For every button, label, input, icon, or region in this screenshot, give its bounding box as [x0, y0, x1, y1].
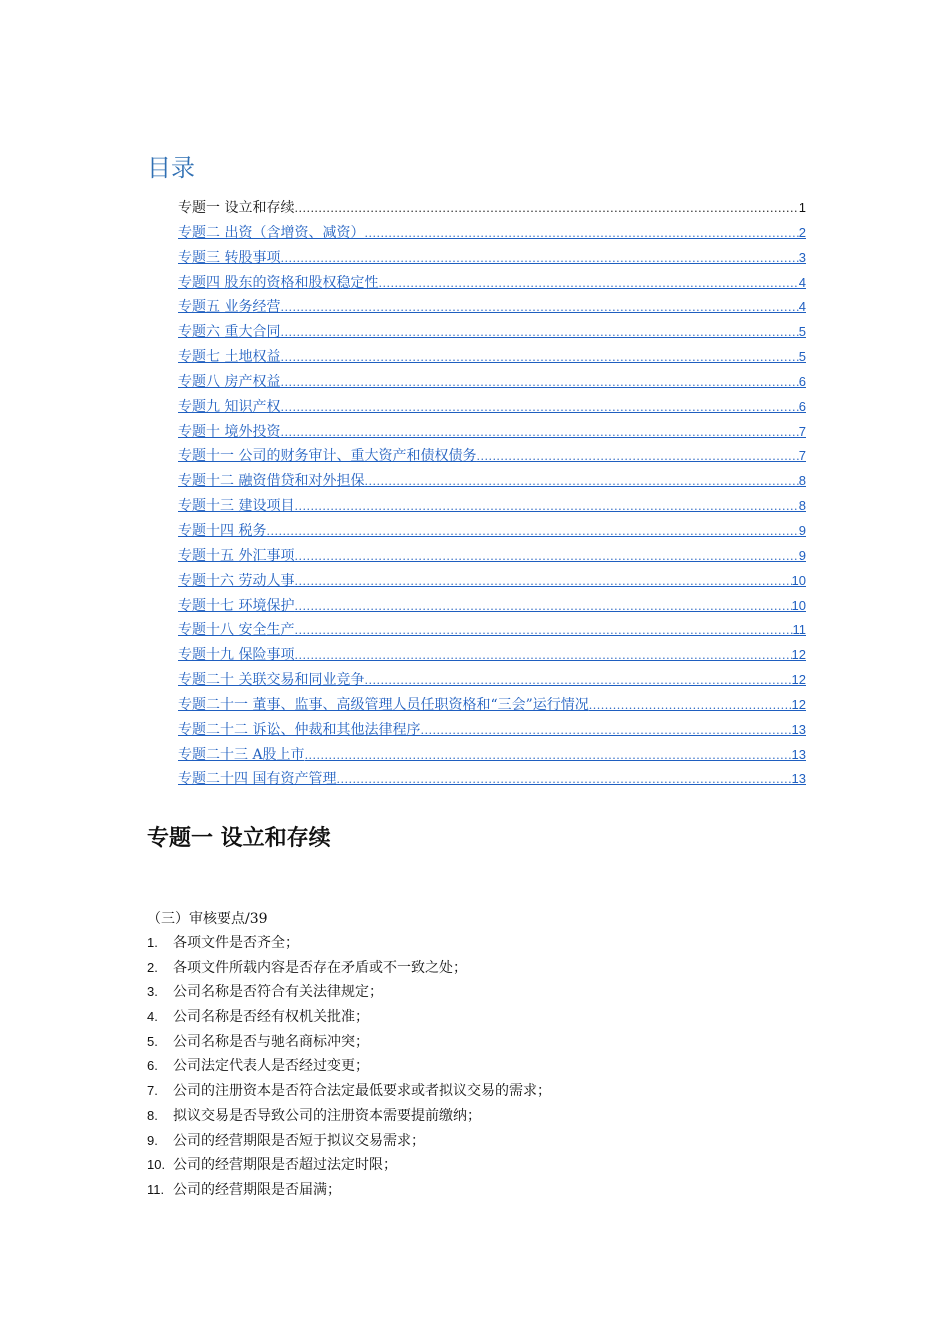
toc-dot-leader: [294, 570, 791, 595]
toc-entry-title: 专题十三 建设项目: [178, 498, 295, 515]
toc-entry[interactable]: [178, 718, 806, 743]
list-item: [147, 931, 807, 956]
section-subheading: （三）审核要点/39: [147, 911, 268, 927]
toc-entry-title: 专题二十三 A股上市: [178, 746, 305, 763]
toc-dot-leader: [364, 222, 798, 247]
toc-entry[interactable]: [178, 643, 806, 668]
toc-entry[interactable]: [178, 345, 806, 370]
section-heading: 专题一 设立和存续: [147, 825, 331, 851]
list-item: [147, 1129, 807, 1154]
toc-entry-title: 专题二十 关联交易和同业竞争: [178, 672, 365, 689]
toc-entry-title: 专题十一 公司的财务审计、重大资产和债权债务: [178, 448, 477, 465]
toc-page-number: 9: [798, 547, 806, 563]
toc-dot-leader: [280, 421, 798, 446]
toc-entry-title: 专题十六 劳动人事: [178, 572, 295, 589]
toc-entry[interactable]: [178, 594, 806, 619]
list-item: [147, 1005, 807, 1030]
toc-entry-title: 专题十七 环境保护: [178, 597, 295, 614]
toc-entry[interactable]: [178, 196, 806, 221]
toc-entry[interactable]: [178, 494, 806, 519]
toc-entry-title: 专题八 房产权益: [178, 373, 281, 390]
list-item: [147, 980, 807, 1005]
list-item-text: 各项文件是否齐全；: [173, 935, 299, 951]
toc-entry-title: 专题四 股东的资格和股权稳定性: [178, 274, 379, 291]
toc-entry[interactable]: [178, 221, 806, 246]
toc-dot-leader: [336, 768, 791, 793]
toc-dot-leader: [294, 595, 791, 620]
toc-entry[interactable]: [178, 569, 806, 594]
list-item: [147, 1178, 807, 1203]
toc-dot-leader: [294, 644, 791, 669]
toc-page-number: 7: [798, 423, 806, 439]
toc-dot-leader: [294, 495, 798, 520]
toc-entry[interactable]: [178, 767, 806, 792]
list-item-text: 拟议交易是否导致公司的注册资本需要提前缴纳；: [173, 1107, 481, 1124]
list-item-number: 4.: [147, 1009, 158, 1025]
list-item-number: 11.: [147, 1181, 165, 1197]
toc-page-number: 2: [798, 224, 806, 240]
toc-dot-leader: [589, 694, 792, 719]
list-item-number: 9.: [147, 1132, 158, 1148]
toc-page-number: 13: [791, 771, 806, 787]
toc-page-number: 1: [798, 200, 806, 215]
toc-page-number: 12: [791, 672, 806, 688]
list-item-text: 公司的经营期限是否短于拟议交易需求；: [173, 1132, 425, 1149]
toc-entry-title: 专题十二 融资借贷和对外担保: [178, 473, 365, 490]
toc-page-number: 11: [792, 622, 806, 638]
toc-entry-title: 专题一 设立和存续: [178, 200, 295, 216]
toc-entry-title: 专题六 重大合同: [178, 324, 281, 341]
toc-dot-leader: [280, 371, 798, 396]
toc-entry[interactable]: [178, 519, 806, 544]
toc-dot-leader: [280, 396, 798, 421]
toc-entry-title: 专题三 转股事项: [178, 249, 281, 266]
toc-dot-leader: [364, 669, 791, 694]
list-item-text: 公司的经营期限是否超过法定时限；: [173, 1157, 397, 1174]
toc-page-number: 5: [798, 349, 806, 365]
toc-entry[interactable]: [178, 444, 806, 469]
toc-dot-leader: [294, 619, 792, 644]
toc-dot-leader: [280, 346, 798, 371]
toc-entry-title: 专题二十一 董事、监事、高级管理人员任职资格和“三会”运行情况: [178, 696, 589, 713]
toc-page-number: 4: [798, 274, 806, 290]
toc-page-number: 12: [791, 647, 806, 663]
toc-dot-leader: [420, 719, 791, 744]
toc-dot-leader: [305, 744, 792, 769]
toc-page-number: 10: [791, 572, 806, 588]
toc-entry[interactable]: [178, 420, 806, 445]
list-item-text: 公司的注册资本是否符合法定最低要求或者拟议交易的需求；: [173, 1083, 551, 1100]
toc-dot-leader: [294, 545, 798, 570]
list-item-text: 公司名称是否符合有关法律规定；: [173, 984, 383, 1001]
toc-entry-title: 专题七 土地权益: [178, 349, 281, 366]
list-item: [147, 956, 807, 981]
toc-entry[interactable]: [178, 618, 806, 643]
toc-page-number: 3: [798, 249, 806, 265]
toc-entry-title: 专题二十四 国有资产管理: [178, 771, 337, 788]
list-item-number: 6.: [147, 1058, 158, 1074]
toc-page-number: 12: [791, 696, 806, 712]
toc-dot-leader: [266, 520, 798, 545]
toc-page-number: 8: [798, 473, 806, 489]
toc-page-number: 7: [798, 448, 806, 464]
toc-entry[interactable]: [178, 320, 806, 345]
toc-entry[interactable]: [178, 693, 806, 718]
toc-entry[interactable]: [178, 395, 806, 420]
list-item-number: 1.: [147, 935, 158, 950]
toc-entry-title: 专题十九 保险事项: [178, 647, 295, 664]
toc-entry-title: 专题二十二 诉讼、仲裁和其他法律程序: [178, 721, 421, 738]
toc-title: 目录: [147, 154, 195, 182]
toc-entry-title: 专题二 出资（含增资、减资）: [178, 224, 365, 241]
toc-entry[interactable]: [178, 295, 806, 320]
toc-entry-title: 专题十四 税务: [178, 522, 267, 539]
review-points-list: [147, 931, 807, 1203]
list-item-text: 公司的经营期限是否届满；: [173, 1181, 341, 1198]
toc-page-number: 9: [798, 522, 806, 538]
toc-page-number: 6: [798, 373, 806, 389]
toc-dot-leader: [364, 470, 798, 495]
list-item: [147, 1079, 807, 1104]
toc-dot-leader: [476, 445, 798, 470]
toc-dot-leader: [378, 272, 798, 297]
list-item: [147, 1030, 807, 1055]
table-of-contents: [178, 196, 806, 792]
list-item-number: 5.: [147, 1033, 158, 1049]
toc-entry-title: 专题五 业务经营: [178, 299, 281, 316]
toc-entry-title: 专题十五 外汇事项: [178, 547, 295, 564]
toc-entry[interactable]: [178, 271, 806, 296]
list-item-number: 8.: [147, 1107, 158, 1123]
toc-page-number: 10: [791, 597, 806, 613]
list-item-text: 公司名称是否经有权机关批准；: [173, 1009, 369, 1026]
list-item-number: 2.: [147, 959, 158, 975]
list-item-text: 公司法定代表人是否经过变更；: [173, 1058, 369, 1075]
toc-dot-leader: [280, 296, 798, 321]
toc-entry[interactable]: [178, 469, 806, 494]
toc-entry[interactable]: [178, 246, 806, 271]
list-item-text: 公司名称是否与驰名商标冲突；: [173, 1033, 369, 1050]
list-item: [147, 1153, 807, 1178]
toc-page-number: 4: [798, 299, 806, 315]
toc-dot-leader: [280, 321, 798, 346]
toc-entry[interactable]: [178, 544, 806, 569]
toc-page-number: 6: [798, 398, 806, 414]
toc-entry[interactable]: [178, 743, 806, 768]
toc-page-number: 8: [798, 498, 806, 514]
list-item-number: 10.: [147, 1157, 166, 1173]
toc-entry[interactable]: [178, 370, 806, 395]
list-item-number: 3.: [147, 984, 158, 1000]
list-item-text: 各项文件所载内容是否存在矛盾或不一致之处；: [173, 959, 467, 976]
toc-dot-leader: [280, 247, 798, 272]
toc-entry[interactable]: [178, 668, 806, 693]
list-item-number: 7.: [147, 1083, 158, 1099]
toc-entry-title: 专题九 知识产权: [178, 398, 281, 415]
toc-entry-title: 专题十 境外投资: [178, 423, 281, 440]
list-item: [147, 1104, 807, 1129]
toc-page-number: 13: [791, 746, 806, 762]
list-item: [147, 1054, 807, 1079]
toc-page-number: 13: [791, 721, 806, 737]
toc-dot-leader: [294, 197, 798, 222]
toc-page-number: 5: [798, 324, 806, 340]
toc-entry-title: 专题十八 安全生产: [178, 622, 295, 639]
